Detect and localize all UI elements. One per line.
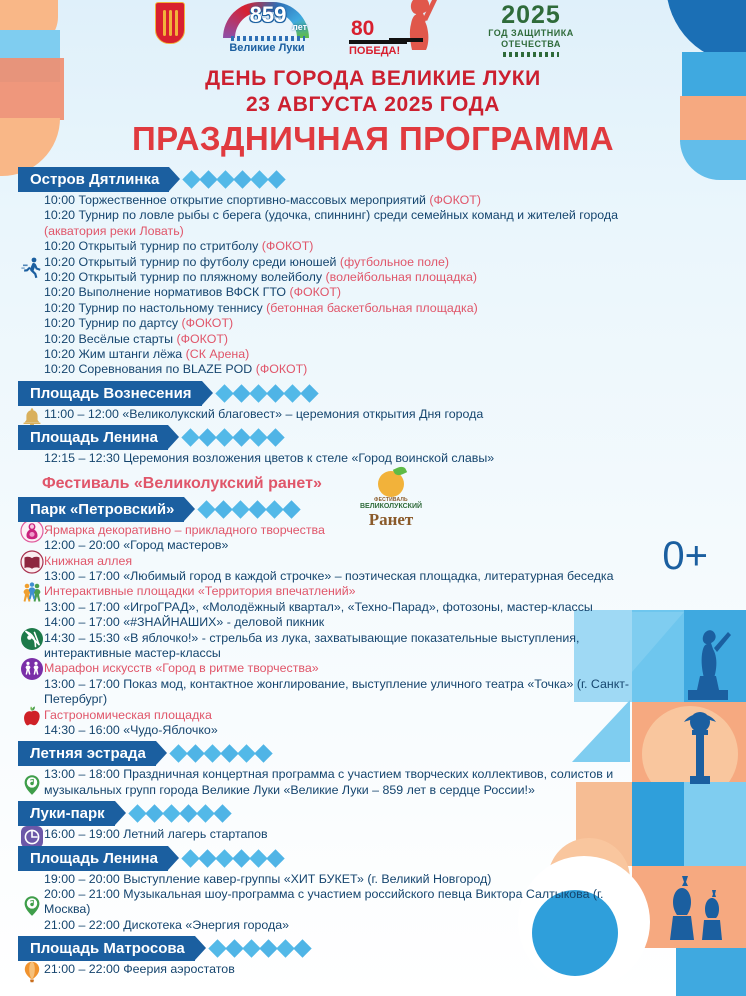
book-icon	[20, 550, 44, 574]
row-time: 10:20	[44, 285, 76, 300]
program-row	[44, 962, 646, 977]
coat-of-arms-icon	[155, 2, 185, 44]
anniversary-years-word: лет	[292, 22, 307, 32]
running-man-icon	[20, 255, 44, 279]
section-rows	[44, 523, 646, 739]
diamond-decoration	[232, 429, 250, 447]
program-row	[44, 332, 646, 347]
diamond-decoration	[266, 429, 284, 447]
section-header	[18, 167, 646, 192]
row-text: «Город мастеров»	[123, 538, 229, 553]
row-venue: (ФОКОТ)	[255, 362, 308, 377]
row-time: 19:00 – 20:00	[44, 871, 120, 886]
diamond-decoration	[237, 745, 255, 763]
row-venue: (ФОКОТ)	[181, 316, 234, 331]
banner-diamonds	[184, 431, 282, 444]
diamond-decoration	[249, 849, 267, 867]
anniversary-number: 859	[249, 2, 287, 27]
victory-caption: ПОБЕДА!	[349, 45, 401, 57]
program-row: Марафон искусств «Город в ритме творчества»	[44, 661, 319, 676]
diamond-decoration	[266, 849, 284, 867]
row-venue: (ФОКОТ)	[429, 193, 481, 207]
row-time: 21:00 – 22:00	[44, 962, 120, 977]
program-row	[44, 631, 646, 662]
row-time: 12:00 – 20:00	[44, 538, 120, 553]
banner-diamonds	[184, 852, 282, 865]
row-venue: (бетонная баскетбольная площадка)	[266, 300, 478, 315]
balloon-icon	[20, 960, 44, 984]
row-text: «В яблочко!» - стрельба из лука, захватывающие показательные выступления, интерактивные мастер-классы	[44, 630, 580, 660]
ranet-festival-logo	[348, 471, 434, 529]
diamond-decoration	[169, 745, 187, 763]
diamond-decoration	[162, 804, 180, 822]
program-row	[44, 270, 646, 285]
program-row	[44, 677, 646, 708]
section-banner-label: Парк «Петровский»	[18, 497, 184, 522]
row-time: 10:20	[44, 347, 76, 362]
ranet-logo-top: ФЕСТИВАЛЬ	[374, 496, 408, 503]
diamond-decoration	[293, 940, 311, 958]
section-rows	[44, 767, 646, 798]
program-row	[44, 872, 646, 887]
matryoshka-icon	[20, 519, 44, 543]
apple-icon	[20, 704, 44, 728]
music-pin-icon	[20, 894, 44, 918]
row-time: 12:15 – 12:30	[44, 451, 120, 466]
diamond-decoration	[283, 384, 301, 402]
section-ploshchad-lenina-2	[18, 846, 646, 934]
title-block	[0, 66, 746, 159]
diamond-decoration	[283, 500, 301, 518]
diamond-decoration	[232, 849, 250, 867]
section-luki-park	[18, 801, 646, 842]
row-text: Феерия аэростатов	[123, 962, 235, 977]
row-text: Турнир по настольному теннису	[78, 300, 267, 315]
banner-diamonds	[211, 942, 309, 955]
program-row	[44, 538, 646, 553]
row-text: Церемония возложения цветов к стеле «Город воинской славы»	[123, 451, 495, 466]
row-time: 10:20	[44, 300, 76, 315]
coat-of-arms-logo	[155, 2, 185, 44]
dancers-icon	[20, 657, 44, 681]
section-rows	[44, 193, 646, 378]
diamond-decoration	[254, 745, 272, 763]
section-ploshchad-lenina-1	[18, 425, 646, 466]
section-header	[18, 496, 646, 529]
row-venue: (акватория реки Ловать)	[44, 223, 184, 238]
program-row: Книжная аллея	[44, 553, 133, 568]
row-text: Открытый турнир по футболу среди юношей	[78, 254, 340, 269]
diamond-decoration	[217, 170, 235, 188]
program-row	[44, 407, 646, 422]
program-row	[44, 239, 646, 254]
program-row	[44, 362, 646, 377]
program-row	[44, 301, 646, 316]
section-banner-label: Площадь Матросова	[18, 936, 195, 961]
row-text: Показ мод, контактное жонглирование, выступление уличного театра «Точка» (г. Санкт-Петербург)	[44, 676, 630, 707]
program-row	[44, 767, 646, 798]
row-time: 16:00 – 19:00	[44, 827, 120, 842]
row-time: 13:00 – 17:00	[44, 599, 120, 614]
row-text: Выполнение нормативов ВФСК ГТО	[78, 285, 290, 300]
row-text: Торжественное открытие спортивно-массовых мероприятий	[78, 193, 430, 207]
program-row	[44, 600, 646, 615]
row-text: «ИгроГРАД», «Молодёжный квартал», «Техно-Парад», фотозоны, мастер-классы	[123, 599, 593, 614]
row-text: «Великолукский благовест» – церемония открытия Дня города	[122, 406, 484, 421]
program-row	[44, 827, 646, 842]
row-time: 14:30 – 16:00	[44, 722, 120, 737]
row-time: 14:00 – 17:00	[44, 615, 120, 630]
row-time: 10:20	[44, 331, 76, 346]
section-header	[18, 741, 646, 766]
victory-number: 80	[351, 17, 375, 40]
row-text: Летний лагерь стартапов	[123, 827, 268, 842]
section-banner-label: Летняя эстрада	[18, 741, 156, 766]
diamond-decoration	[215, 429, 233, 447]
row-text: Музыкальная шоу-программа с участием российского певца Виктора Салтыкова (г. Москва)	[44, 887, 604, 917]
program-row: Интерактивные площадки «Территория впечатлений»	[44, 584, 356, 599]
diamond-decoration	[196, 804, 214, 822]
program-row	[44, 347, 646, 362]
year-2025-line1: ГОД ЗАЩИТНИКА	[488, 28, 574, 38]
row-venue: (футбольное поле)	[339, 254, 449, 269]
program-row	[44, 451, 646, 466]
row-time: 11:00 – 12:00	[44, 406, 119, 421]
row-time: 10:20	[44, 270, 76, 285]
row-venue: (ФОКОТ)	[289, 285, 342, 300]
diamond-decoration	[213, 804, 231, 822]
diamond-decoration	[266, 384, 284, 402]
row-time: 20:00 – 21:00	[44, 887, 120, 901]
row-text: Турнир по дартсу	[78, 316, 182, 331]
row-text: Выступление кавер-группы «ХИТ БУКЕТ» (г. Великий Новгород)	[123, 871, 492, 886]
diamond-decoration	[225, 940, 243, 958]
anniversary-wave	[231, 36, 305, 41]
section-header	[18, 846, 646, 871]
year-2025-number: 2025	[501, 1, 561, 29]
festival-heading: Фестиваль «Великолукский ранет»	[42, 474, 322, 492]
section-header	[18, 936, 646, 961]
row-text: «Чудо-Яблочко»	[123, 722, 218, 737]
section-rows	[44, 872, 646, 934]
row-time: 14:30 – 15:30	[44, 630, 120, 645]
row-text: Турнир по ловле рыбы с берега (удочка, спиннинг) среди семейных команд и жителей города	[78, 208, 619, 223]
archery-icon	[20, 627, 44, 651]
section-rows	[44, 962, 646, 977]
diamond-decoration	[215, 849, 233, 867]
row-time: 10:20	[44, 316, 76, 331]
diamond-decoration	[181, 429, 199, 447]
section-header	[18, 381, 646, 406]
row-text: Открытый турнир по стритболу	[78, 239, 262, 254]
banner-diamonds	[218, 387, 316, 400]
row-text: «Любимый город в каждой строчке» – поэтическая площадка, литературная беседка	[123, 568, 614, 583]
ranet-logo-mid: ВЕЛИКОЛУКСКИЙ	[359, 502, 423, 510]
diamond-decoration	[234, 170, 252, 188]
row-text: Праздничная концертная программа с участием творческих коллективов, солистов и музыкальных групп города Великие Луки «Великие Луки – 859 лет в сердце России!»	[44, 767, 614, 797]
age-rating-badge: 0+	[662, 534, 708, 578]
diamond-decoration	[200, 170, 218, 188]
banner-diamonds	[172, 747, 270, 760]
ranet-logo-big: Ранет	[368, 509, 414, 529]
row-venue: (ФОКОТ)	[176, 331, 229, 346]
row-text: Весёлые старты	[78, 331, 177, 346]
section-rows	[44, 827, 646, 842]
diamond-decoration	[251, 170, 269, 188]
diamond-decoration	[268, 170, 286, 188]
year-2025-wave	[503, 52, 559, 57]
victory-bar	[349, 40, 407, 44]
section-rows	[44, 451, 646, 466]
row-text: Жим штанги лёжа	[78, 347, 186, 362]
year-2025-line2: ОТЕЧЕСТВА	[501, 39, 561, 49]
diamond-decoration	[249, 429, 267, 447]
diamond-decoration	[198, 849, 216, 867]
music-pin-icon	[20, 773, 44, 797]
banner-diamonds	[131, 807, 229, 820]
diamond-decoration	[186, 745, 204, 763]
row-text: «#ЗНАЙНАШИХ» - деловой пикник	[123, 615, 325, 630]
diamond-decoration	[203, 745, 221, 763]
section-banner-label: Остров Дятлинка	[18, 167, 169, 192]
section-banner-label: Площадь Ленина	[18, 425, 168, 450]
row-text: Соревнования по BLAZE POD	[78, 362, 256, 377]
section-banner-label: Площадь Вознесения	[18, 381, 202, 406]
program-row	[44, 193, 646, 208]
anniversary-859-logo	[215, 2, 319, 60]
diamond-decoration	[259, 940, 277, 958]
diamond-decoration	[300, 384, 318, 402]
diamond-decoration	[215, 384, 233, 402]
ranet-apple-icon	[378, 471, 404, 497]
diamond-decoration	[198, 429, 216, 447]
program-row	[44, 255, 646, 270]
section-letnaya-estrada	[18, 741, 646, 798]
diamond-decoration	[181, 849, 199, 867]
diamond-decoration	[179, 804, 197, 822]
section-ploshchad-matrosova	[18, 936, 646, 977]
row-venue: (ФОКОТ)	[261, 239, 314, 254]
row-time: 10:00	[44, 193, 76, 207]
banner-diamonds	[200, 503, 298, 516]
section-banner-label: Площадь Ленина	[18, 846, 168, 871]
section-ploshchad-voznesenia	[18, 381, 646, 422]
program-row	[44, 887, 646, 918]
victory-80-logo	[349, 2, 441, 60]
row-time: 21:00 – 22:00	[44, 917, 120, 932]
row-time: 13:00 – 17:00	[44, 568, 120, 583]
section-header	[18, 425, 646, 450]
program-row	[44, 208, 646, 239]
diamond-decoration	[145, 804, 163, 822]
people-icon	[20, 580, 44, 604]
row-time: 13:00 – 17:00	[44, 676, 120, 691]
section-banner-label: Луки-парк	[18, 801, 115, 826]
diamond-decoration	[128, 804, 146, 822]
program-row	[44, 918, 646, 933]
program-row	[44, 569, 646, 584]
diamond-decoration	[232, 384, 250, 402]
program-row	[44, 285, 646, 300]
row-text: Дискотека «Энергия города»	[123, 917, 290, 932]
diamond-decoration	[208, 940, 226, 958]
section-header	[18, 801, 646, 826]
section-ostrov-dyatlinka	[18, 167, 646, 378]
program-list	[0, 167, 746, 978]
diamond-decoration	[220, 745, 238, 763]
title-line-2: 23 АВГУСТА 2025 ГОДА	[245, 93, 500, 116]
row-time: 10:20	[44, 254, 76, 269]
logo-row	[0, 0, 746, 62]
section-rows	[44, 407, 646, 422]
row-time: 10:20	[44, 208, 76, 223]
row-time: 10:20	[44, 362, 76, 377]
program-row: Ярмарка декоративно – прикладного творчества	[44, 522, 325, 537]
program-row: Гастрономическая площадка	[44, 707, 212, 722]
page-title: ПРАЗДНИЧНАЯ ПРОГРАММА	[132, 120, 614, 157]
title-line-1: ДЕНЬ ГОРОДА ВЕЛИКИЕ ЛУКИ	[205, 67, 541, 90]
row-time: 13:00 – 18:00	[44, 767, 120, 782]
program-row	[44, 316, 646, 331]
diamond-decoration	[276, 940, 294, 958]
anniversary-city: Великие Луки	[229, 42, 305, 54]
year-2025-logo	[471, 2, 591, 58]
section-park-petrovsky	[18, 497, 646, 739]
row-venue: (волейбольная площадка)	[325, 270, 478, 285]
diamond-decoration	[183, 170, 201, 188]
program-row	[44, 723, 646, 738]
row-venue: (СК Арена)	[185, 347, 250, 362]
diamond-decoration	[242, 940, 260, 958]
program-row	[44, 615, 646, 630]
banner-diamonds	[185, 173, 283, 186]
diamond-decoration	[249, 384, 267, 402]
row-text: Открытый турнир по пляжному волейболу	[78, 270, 326, 285]
row-time: 10:20	[44, 239, 76, 254]
